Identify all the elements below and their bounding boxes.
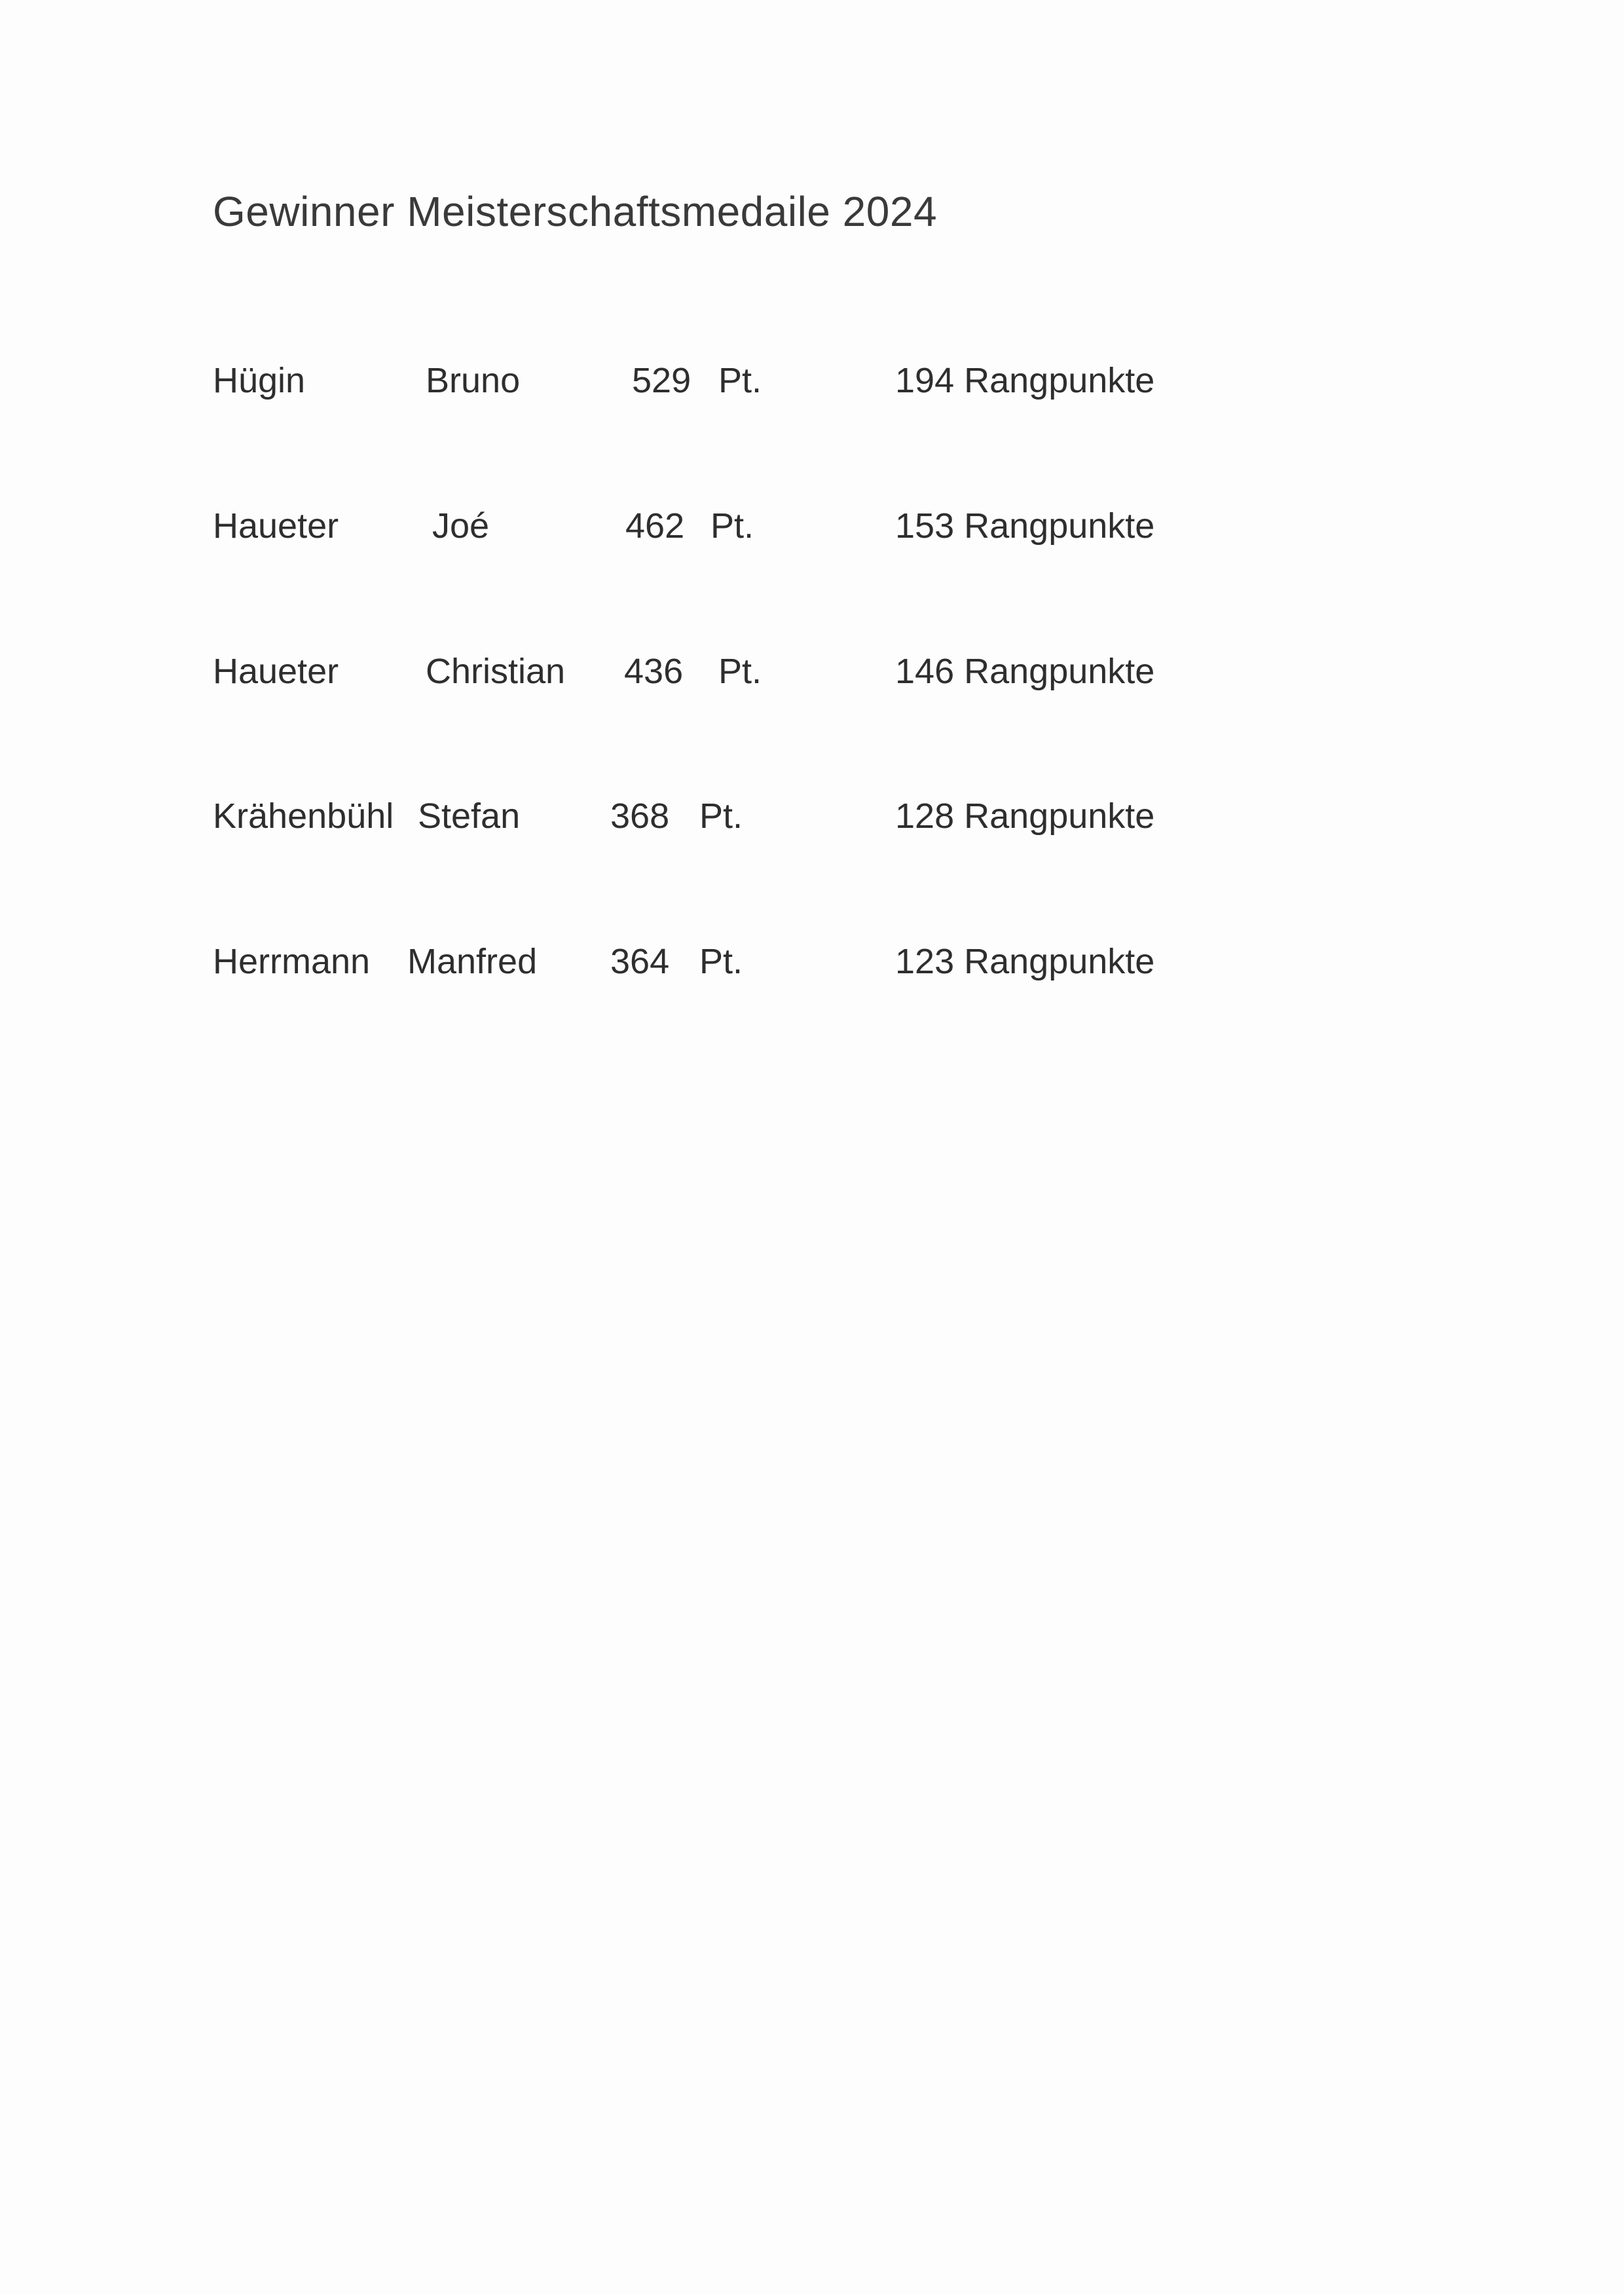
first-name: Joé	[432, 506, 490, 546]
last-name: Herrmann	[213, 942, 371, 981]
first-name: Bruno	[426, 361, 521, 400]
first-name: Stefan	[418, 796, 521, 836]
rank-points: 128 Rangpunkte	[895, 796, 1155, 836]
points-unit: Pt.	[718, 652, 762, 691]
rank-points: 123 Rangpunkte	[895, 942, 1155, 981]
points-value: 364	[610, 942, 670, 981]
rank-points: 194 Rangpunkte	[895, 361, 1155, 400]
page-title: Gewinner Meisterschaftsmedaile 2024	[213, 188, 938, 235]
last-name: Krähenbühl	[213, 796, 394, 836]
rank-points: 146 Rangpunkte	[895, 652, 1155, 691]
list-item	[0, 506, 1624, 558]
list-item	[0, 941, 1624, 994]
points-value: 529	[632, 361, 692, 400]
points-unit: Pt.	[710, 506, 754, 546]
last-name: Haueter	[213, 506, 339, 546]
points-value: 462	[625, 506, 685, 546]
list-item	[0, 796, 1624, 848]
first-name: Manfred	[407, 942, 538, 981]
list-item	[0, 360, 1624, 413]
last-name: Hügin	[213, 361, 306, 400]
last-name: Haueter	[213, 652, 339, 691]
points-unit: Pt.	[699, 796, 743, 836]
rank-points: 153 Rangpunkte	[895, 506, 1155, 546]
points-value: 436	[624, 652, 684, 691]
list-item	[0, 651, 1624, 703]
points-unit: Pt.	[699, 942, 743, 981]
points-unit: Pt.	[718, 361, 762, 400]
first-name: Christian	[426, 652, 566, 691]
points-value: 368	[610, 796, 670, 836]
